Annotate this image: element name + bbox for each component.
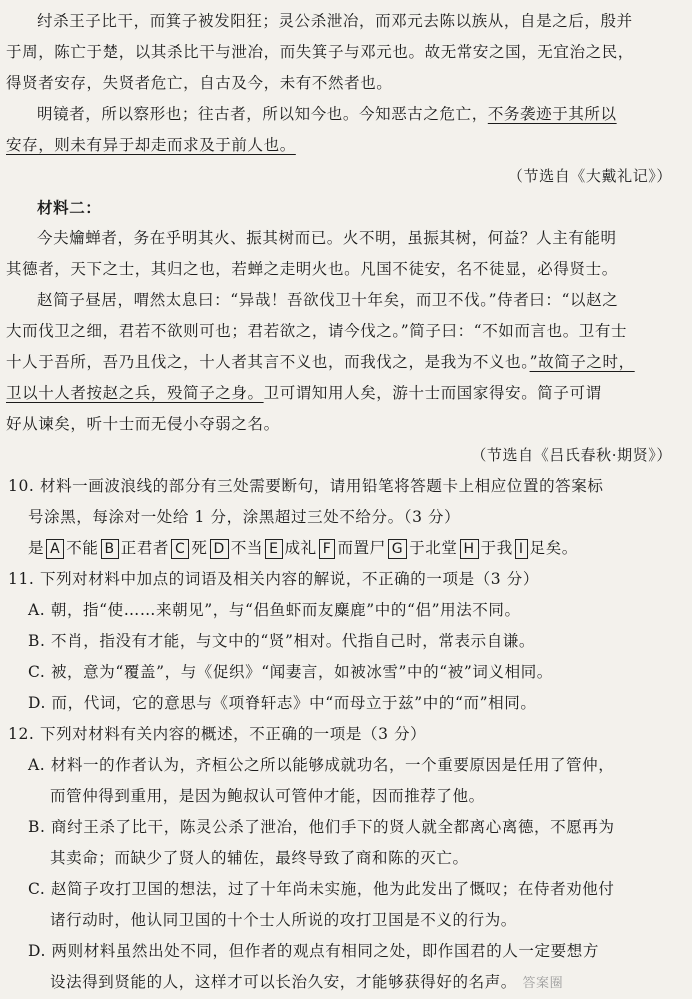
source-citation: （节选自《吕氏春秋·期贤》） <box>471 446 672 464</box>
question-12-stem: 12. 下列对材料有关内容的概述，不正确的一项是（3 分） <box>8 725 427 743</box>
passage-line <box>6 347 678 378</box>
passage-line <box>6 130 678 161</box>
segment-text: 死 <box>191 539 208 557</box>
question-10-stem: 10. 材料一画波浪线的部分有三处需要断句，请用铅笔将答题卡上相应位置的答案标 <box>8 477 604 495</box>
passage-line <box>6 99 678 130</box>
underlined-sentence: 不务袭迹于其所以 <box>487 105 617 123</box>
option-c-cont: 诸行动时，他认同卫国的十个士人所说的攻打卫国是不义的行为。 <box>50 911 517 929</box>
answer-box-b[interactable]: B <box>101 539 119 559</box>
option-c: C. 赵简子攻打卫国的想法，过了十年尚未实施，他为此发出了慨叹；在侍者劝他付 <box>28 880 615 898</box>
passage-line: 于周，陈亡于楚，以其杀比干与泄冶，而失箕子与邓元也。故无常安之国，无宜治之民， <box>6 43 634 61</box>
passage-line: 大而伐卫之细，君若不欲则可也；君若欲之，请今伐之。”简子曰：“不如而言也。卫有士 <box>6 322 628 340</box>
question-11-stem: 11. 下列对材料中加点的词语及相关内容的解说，不正确的一项是（3 分） <box>8 570 539 588</box>
answer-box-g[interactable]: G <box>388 539 407 559</box>
segment-text: 正君者 <box>120 539 170 557</box>
segment-text: 不当 <box>230 539 264 557</box>
answer-box-d[interactable]: D <box>210 539 229 559</box>
segment-text: 是 <box>28 539 45 557</box>
passage-line: 好从谏矣，听十士而无侵小夺弱之名。 <box>6 415 280 433</box>
answer-box-c[interactable]: C <box>171 539 189 559</box>
option-b: B. 不肖，指没有才能，与文中的“贤”相对。代指自己时，常表示自谦。 <box>28 632 535 650</box>
option-b-cont: 其卖命；而缺少了贤人的辅佐，最终导致了商和陈的灭亡。 <box>50 849 469 867</box>
option-d: D. 两则材料虽然出处不同，但作者的观点有相同之处，即作国君的人一定要想方 <box>28 942 599 960</box>
passage-line <box>6 378 678 409</box>
option-d: D. 而，代词，它的意思与《项脊轩志》中“而母立于兹”中的“而”相同。 <box>28 694 537 712</box>
answer-box-a[interactable]: A <box>46 539 64 559</box>
answer-box-h[interactable]: H <box>460 539 479 559</box>
segment-text: 于我 <box>480 539 513 557</box>
answer-box-e[interactable]: E <box>265 539 282 559</box>
option-a-cont: 而管仲得到重用，是因为鲍叔认可管仲才能，因而推荐了他。 <box>50 787 485 805</box>
passage-line: 今夫爚蝉者，务在乎明其火、振其树而已。火不明，虽振其树，何益？人主有能明 <box>37 229 617 247</box>
passage-line: 得贤者安存，失贤者危亡，自古及今，未有不然者也。 <box>6 74 393 92</box>
passage-text: 明镜者，所以察形也；往古者，所以知今也。今知恶古之危亡， <box>37 105 488 123</box>
segment-text: 不能 <box>66 539 99 557</box>
underlined-sentence: 卫以十人者按赵之兵，殁简子之身。 <box>6 384 264 402</box>
question-10-stem-cont: 号涂黑，每涂对一处给 1 分，涂黑超过三处不给分。（3 分） <box>28 508 461 526</box>
passage-text: 十人于吾所，吾乃且伐之，十人者其言不义也，而我伐之，是我为不义也。 <box>6 353 530 371</box>
underlined-sentence: 安存，则未有异于却走而求及于前人也。 <box>6 136 296 154</box>
option-a: A. 材料一的作者认为，齐桓公之所以能够成就功名，一个重要原因是任用了管仲， <box>28 756 615 774</box>
option-b: B. 商纣王杀了比干，陈灵公杀了泄冶，他们手下的贤人就全都离心离德，不愿再为 <box>28 818 615 836</box>
answer-box-i[interactable]: I <box>515 539 528 559</box>
segment-text: 成礼 <box>284 539 317 557</box>
option-c: C. 被，意为“覆盖”，与《促织》“闻妻言，如被冰雪”中的“被”词义相同。 <box>28 663 553 681</box>
passage-text: 卫可谓知用人矣，游十士而国家得安。简子可谓 <box>263 384 602 402</box>
watermark: 答案圈 <box>522 976 564 991</box>
answer-segment-line <box>6 533 678 564</box>
option-d-cont <box>6 967 678 999</box>
segment-text: 而置尸 <box>337 539 386 557</box>
answer-box-f[interactable]: F <box>319 539 336 559</box>
source-citation: （节选自《大戴礼记》） <box>507 167 672 185</box>
material-heading: 材料二： <box>37 198 102 217</box>
passage-line: 纣杀王子比干，而箕子被发阳狂；灵公杀泄冶，而邓元去陈以族从，自是之后，殷并 <box>37 12 633 30</box>
passage-line: 其德者，天下之士，其归之也，若蝉之走明火也。凡国不徒安，名不徒显，必得贤士。 <box>6 260 618 278</box>
segment-text: 于北堂 <box>409 539 458 557</box>
option-d-text: 设法得到贤能的人，这样才可以长治久安，才能够获得好的名声。 <box>50 973 517 991</box>
option-a: A. 朝，指“使……来朝见”，与“侣鱼虾而友麋鹿”中的“侣”用法不同。 <box>28 601 521 619</box>
underlined-sentence: ”故简子之时， <box>529 353 635 371</box>
segment-text: 足矣。 <box>529 539 578 557</box>
passage-line: 赵简子昼居，喟然太息曰：“异哉！吾欲伐卫十年矣，而卫不伐。”侍者曰：“以赵之 <box>37 291 619 309</box>
